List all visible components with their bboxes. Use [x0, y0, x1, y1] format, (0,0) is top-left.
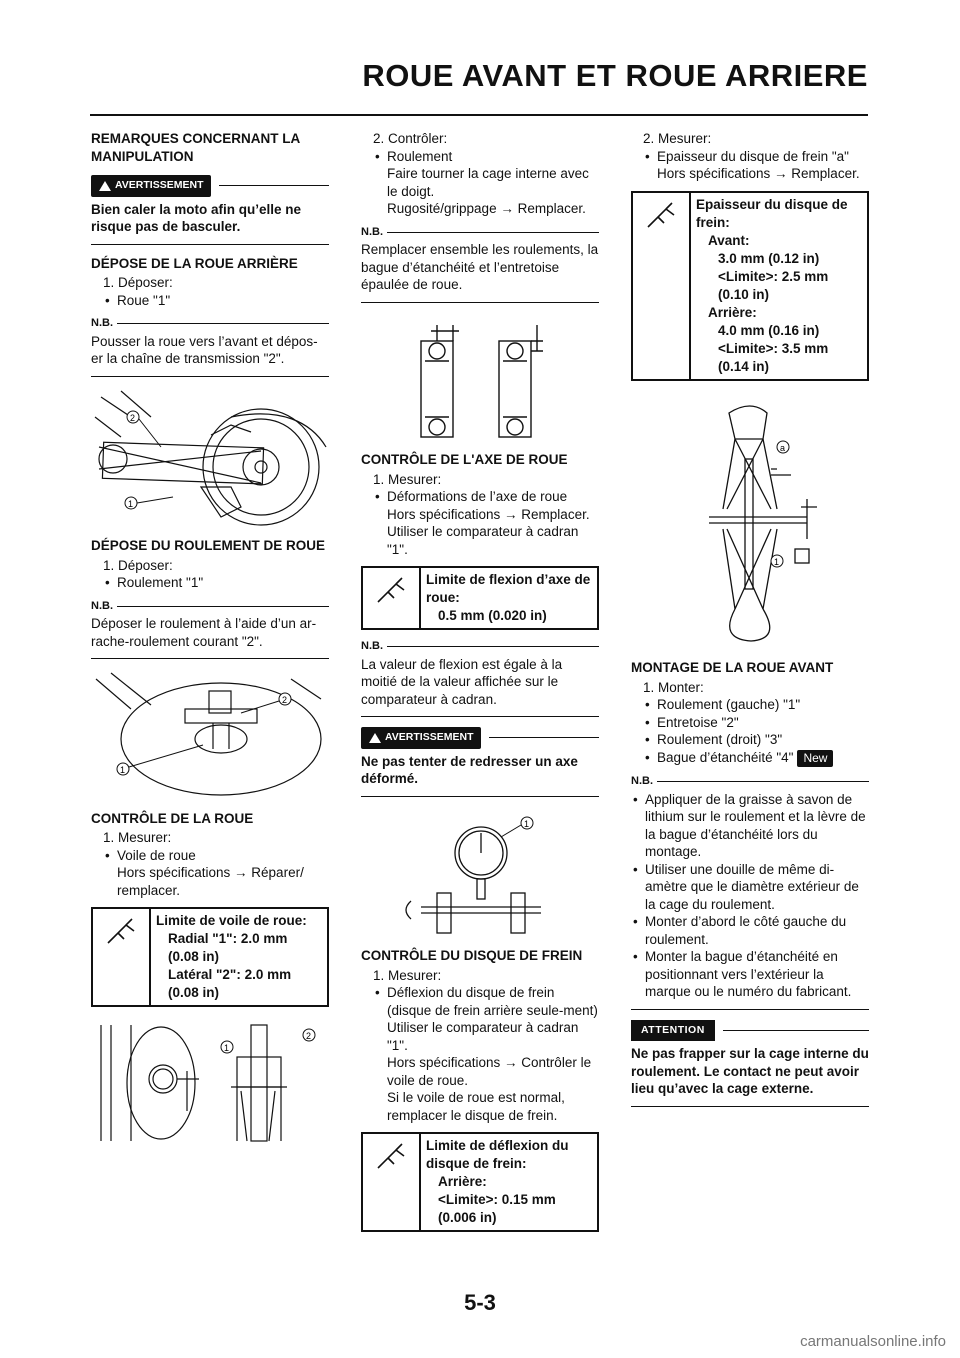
bullet: • Roulement "1" [91, 574, 329, 592]
warning-triangle-icon [369, 733, 381, 743]
step: 1. Déposer: [103, 557, 173, 573]
column-2 [361, 130, 599, 1240]
warning-text: Bien caler la moto afin qu’elle ne risque pas de basculer. [91, 201, 302, 234]
spec-box: Limite de déflexion du disque de frein: Arrière: <Limite>: 0.15 mm (0.006 in) [361, 1132, 599, 1232]
step: 2. Contrôler: [373, 131, 448, 146]
section-title: CONTRÔLE DU DISQUE DE FREIN [361, 948, 583, 963]
step: 1. Mesurer: [373, 471, 442, 487]
text: Hors spécifications → Remplacer. [387, 506, 590, 522]
bearing-check-figure [361, 321, 599, 446]
svg-text:2: 2 [130, 412, 136, 423]
warning-text: Ne pas tenter de redresser un axe déformé. [361, 753, 578, 786]
svg-text:1: 1 [128, 498, 134, 509]
caliper-icon [374, 1142, 408, 1172]
axle-check-figure [361, 807, 599, 942]
text: Faire tourner la cage interne avec le doigt. [387, 166, 589, 199]
warning-badge: AVERTISSEMENT [361, 727, 481, 749]
wheel-runout-figure [91, 1021, 329, 1148]
warning-badge: AVERTISSEMENT [91, 175, 211, 197]
caliper-icon [644, 201, 678, 231]
section-title: CONTRÔLE DE LA ROUE [91, 810, 254, 826]
caliper-icon [374, 576, 408, 606]
step: 1. Mesurer: [373, 967, 442, 983]
nb-block: N.B. • Appliquer de la graisse à savon de lithium sur le roulement et la lèvre de la bague d’étanchéité lors du montage. • Utiliser une douille de même di-amètre que le diamètre extérieur de la cage du roulement. • Monter d’abord le côté gauche du roulement. • Monter la bague d’étanchéité en positionnant vers l’extérieur la marque ou le numéro du fabricant. [631, 773, 869, 1001]
section-title: DÉPOSE DU ROULEMENT DE ROUE [91, 538, 326, 553]
bullet: • Epaisseur du disque de frein "a" [631, 148, 869, 166]
spec-box: Epaisseur du disque de frein: Avant: 3.0 mm (0.12 in) <Limite>: 2.5 mm (0.10 in) Arrière: 4.0 mm (0.16 in) <Limite>: 3.5 mm (0.14 in) [631, 191, 869, 381]
step: 1. Monter: [643, 679, 704, 695]
section-title: DÉPOSE DE LA ROUE ARRIÈRE [91, 255, 298, 271]
svg-text:a: a [780, 442, 786, 453]
text: Hors spécifications → Remplacer. [657, 166, 860, 181]
watermark: carmanualsonline.info [800, 1333, 946, 1350]
bullet: • Voile de roue [91, 847, 329, 865]
text: Hors spécifications → Réparer/ remplacer. [117, 865, 304, 898]
text: Utiliser le comparateur à cadran "1". [387, 1020, 579, 1053]
column-1 [91, 130, 329, 1154]
bullet: • Entretoise "2" [631, 714, 869, 732]
attention-text: Ne pas frapper sur la cage interne du roulement. Le contact ne peut avoir lieu qu’avec la cage externe. [631, 1046, 869, 1096]
warning-triangle-icon [99, 181, 111, 191]
warning-header [361, 727, 599, 749]
bullet: • Roulement (gauche) "1" [631, 696, 869, 714]
step: 2. Mesurer: [643, 131, 712, 146]
page-number: 5-3 [464, 1290, 496, 1315]
column-3 [631, 130, 869, 1117]
nb-block: N.B. Remplacer ensemble les roulements, la bague d’étanchéité et l’entretoise épaulée de roue. [361, 225, 599, 292]
svg-text:1: 1 [120, 765, 126, 775]
brake-disc-figure [631, 399, 869, 654]
warning-header [91, 175, 329, 197]
text: Rugosité/grippage → Remplacer. [387, 201, 586, 216]
bullet: • Bague d’étanchéité "4" New [631, 749, 869, 768]
svg-text:1: 1 [224, 1043, 230, 1053]
bearing-puller-figure [91, 669, 329, 804]
section-title: REMARQUES CONCERNANT LA MANIPULATION [91, 131, 300, 164]
svg-text:2: 2 [282, 695, 288, 705]
new-part-badge: New [797, 750, 833, 768]
text: Hors spécifications → Contrôler le voile de roue. [387, 1055, 592, 1088]
attention-header [631, 1020, 869, 1042]
spec-box: Limite de voile de roue: Radial "1": 2.0 mm (0.08 in) Latéral "2": 2.0 mm (0.08 in) [91, 907, 329, 1007]
nb-block: N.B. Déposer le roulement à l’aide d’un ar-rache-roulement courant "2". [91, 598, 329, 651]
spec-box: Limite de flexion d’axe de roue: 0.5 mm (0.020 in) [361, 566, 599, 630]
svg-text:1: 1 [774, 556, 780, 567]
bullet: • Déformations de l’axe de roue [361, 488, 599, 506]
bullet: • Roulement [361, 148, 599, 166]
bullet: • Déflexion du disque de frein (disque de frein arrière seule-ment) [361, 984, 599, 1019]
section-title: CONTRÔLE DE L'AXE DE ROUE [361, 452, 568, 467]
rear-wheel-removal-figure [91, 387, 329, 532]
attention-badge: ATTENTION [631, 1020, 715, 1042]
page-title: ROUE AVANT ET ROUE ARRIERE [362, 58, 868, 93]
text: Utiliser le comparateur à cadran "1". [387, 524, 579, 557]
step: 1. Mesurer: [103, 830, 172, 845]
bullet: • Roulement (droit) "3" [631, 731, 869, 749]
section-title: MONTAGE DE LA ROUE AVANT [631, 660, 834, 675]
caliper-icon [104, 917, 138, 947]
svg-text:2: 2 [306, 1031, 312, 1041]
text: Si le voile de roue est normal, remplacer le disque de frein. [387, 1090, 565, 1123]
svg-text:1: 1 [524, 818, 530, 829]
nb-block: N.B. La valeur de flexion est égale à la moitié de la valeur affichée sur le comparateur à cadran. [361, 638, 599, 708]
nb-block: N.B. Pousser la roue vers l’avant et dépos-er la chaîne de transmission "2". [91, 315, 329, 368]
header-rule [90, 114, 868, 116]
bullet: • Roue "1" [91, 292, 329, 310]
step: 1. Déposer: [103, 275, 173, 290]
